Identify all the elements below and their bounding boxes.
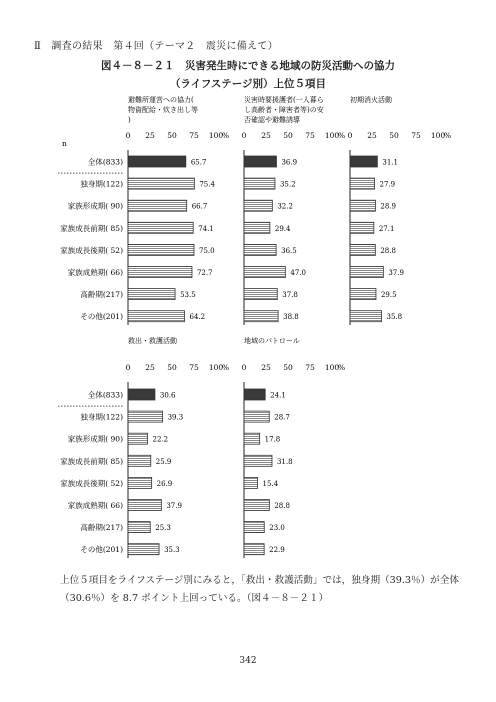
value-label: 37.9: [388, 269, 404, 277]
value-label: 22.2: [152, 435, 169, 444]
bar: [128, 500, 161, 511]
panel-label: 初期消火活動: [350, 96, 392, 104]
section-header: Ⅱ 調査の結果 第４回（テーマ２ 震災に備えて）: [34, 41, 278, 52]
axis-tick-label: 25: [367, 131, 377, 140]
bar: [244, 244, 276, 255]
bar: [128, 433, 148, 444]
value-label: 31.8: [276, 457, 293, 466]
axis-tick-label: 100: [324, 131, 340, 140]
category-label: 独身期(122): [80, 412, 123, 422]
value-label: 37.9: [166, 502, 182, 510]
bar: [128, 477, 152, 488]
total-bar: [128, 156, 186, 167]
panel-label: 救出・救護活動: [128, 337, 177, 345]
axis-tick-label: 50: [389, 131, 399, 140]
total-bar: [244, 389, 265, 400]
value-label: 28.8: [274, 502, 290, 510]
bar: [244, 311, 278, 322]
category-label: 家族成長後期( 52): [60, 245, 123, 255]
value-label: 35.3: [164, 546, 180, 555]
value-label: 25.9: [155, 457, 172, 466]
category-label: 家族成熟期( 66): [67, 501, 123, 510]
axis-tick-label: 75: [189, 363, 199, 372]
category-label: 家族成長後期( 52): [60, 478, 123, 488]
panel-label: 地域のパトロール: [244, 337, 300, 345]
axis-tick-label: 100: [430, 131, 446, 140]
panel-label: 災害時要援護者(一人暮らし高齢者・障害者等)の安否確認や避難誘導: [244, 96, 324, 124]
bar: [244, 455, 272, 466]
category-label: 家族成長前期( 85): [60, 456, 123, 466]
axis-unit-label: %: [222, 363, 230, 372]
bar: [244, 433, 260, 444]
bar: [350, 244, 375, 255]
axis-tick-label: 75: [189, 131, 199, 140]
total-bar: [244, 156, 276, 167]
summary-text: 上位５項目をライフステージ別にみると，「救出・救護活動」では，独身期（39.3％）が全体（30.6％）を 8.7 ポイント上回っている。（図４－８－２１）: [60, 575, 459, 604]
bar: [350, 222, 374, 233]
axis-tick-label: 75: [305, 131, 315, 140]
bar: [244, 267, 285, 278]
bar: [244, 544, 264, 555]
bar: [128, 289, 175, 300]
axis-unit-label: %: [444, 131, 452, 140]
value-label: 64.2: [189, 313, 206, 322]
axis-tick-label: 25: [261, 363, 271, 372]
axis-tick-label: 25: [261, 131, 271, 140]
axis-tick-label: 75: [305, 363, 315, 372]
bar: [244, 500, 269, 511]
figure-title: 図４－８－２１ 災害発生時にできる地域の防災活動への協力: [101, 60, 395, 72]
value-label: 28.9: [380, 202, 397, 211]
value-label: 17.8: [264, 435, 281, 444]
bar: [350, 267, 383, 278]
bar: [244, 411, 269, 422]
value-label: 36.9: [281, 158, 298, 167]
category-label: 独身期(122): [80, 179, 123, 189]
category-label: 高齢期(217): [80, 523, 123, 533]
page-number: 342: [239, 656, 257, 666]
axis-tick-label: 25: [145, 131, 155, 140]
bar: [128, 200, 187, 211]
value-label: 36.5: [281, 246, 297, 255]
axis-tick-label: 75: [411, 131, 421, 140]
value-label: 47.0: [290, 269, 306, 277]
bar: [244, 200, 272, 211]
category-label: その他(201): [80, 545, 123, 555]
value-label: 35.2: [279, 180, 296, 189]
value-label: 72.7: [196, 269, 213, 277]
bar: [244, 477, 258, 488]
bar: [128, 522, 150, 533]
value-label: 66.7: [191, 202, 208, 211]
value-label: 25.3: [155, 524, 171, 533]
axis-tick-label: 0: [241, 131, 247, 140]
value-label: 29.4: [274, 224, 291, 233]
axis-tick-label: 50: [283, 363, 293, 372]
value-label: 26.9: [156, 479, 173, 488]
figure-subtitle: （ライフステージ別）上位５項目: [169, 78, 327, 90]
value-label: 27.9: [379, 180, 396, 189]
total-bar: [128, 389, 155, 400]
axis-tick-label: 100: [324, 363, 340, 372]
axis-tick-label: 0: [125, 363, 131, 372]
value-label: 22.9: [269, 546, 285, 555]
value-label: 35.8: [386, 313, 403, 322]
axis-tick-label: 100: [208, 131, 224, 140]
value-label: 37.8: [282, 291, 298, 300]
axis-tick-label: 50: [167, 363, 177, 372]
category-label: 家族成熟期( 66): [67, 268, 123, 277]
axis-tick-label: 50: [283, 131, 293, 140]
bar: [350, 289, 376, 300]
bar: [128, 455, 151, 466]
axis-tick-label: 0: [347, 131, 353, 140]
value-label: 74.1: [198, 224, 214, 233]
category-label: 全体(833): [87, 390, 123, 400]
bar: [128, 411, 163, 422]
category-label: 全体(833): [87, 157, 123, 167]
axis-unit-label: %: [338, 363, 346, 372]
axis-tick-label: 0: [241, 363, 247, 372]
value-label: 38.8: [283, 313, 299, 322]
value-label: 30.6: [159, 391, 176, 400]
value-label: 39.3: [167, 413, 184, 422]
axis-tick-label: 50: [167, 131, 177, 140]
bar: [128, 178, 194, 189]
bar: [128, 311, 184, 322]
value-label: 31.1: [382, 158, 398, 167]
n-label: n: [62, 139, 67, 148]
axis-tick-label: 0: [125, 131, 131, 140]
bar: [128, 222, 193, 233]
axis-unit-label: %: [338, 131, 346, 140]
bar: [244, 222, 270, 233]
axis-unit-label: %: [222, 131, 230, 140]
bar: [350, 311, 382, 322]
total-bar: [350, 156, 377, 167]
bar: [244, 178, 275, 189]
value-label: 23.0: [269, 524, 285, 533]
value-label: 15.4: [262, 479, 279, 488]
category-label: 高齢期(217): [80, 290, 123, 300]
category-label: 家族形成期( 90): [67, 434, 123, 444]
value-label: 28.7: [274, 413, 290, 422]
bar: [350, 200, 375, 211]
value-label: 75.4: [199, 180, 215, 189]
value-label: 53.5: [180, 291, 196, 300]
value-label: 65.7: [190, 158, 207, 167]
value-label: 27.1: [378, 224, 395, 233]
value-label: 75.0: [199, 246, 215, 255]
axis-tick-label: 25: [145, 363, 155, 372]
category-label: 家族成長前期( 85): [60, 223, 123, 233]
category-label: 家族形成期( 90): [67, 201, 123, 211]
value-label: 32.2: [277, 202, 293, 211]
value-label: 24.1: [270, 391, 286, 400]
panel-label: 避難所運営への協力(物資配給・炊き出し等): [128, 96, 198, 124]
category-label: その他(201): [80, 312, 123, 322]
bar: [244, 289, 277, 300]
value-label: 29.5: [380, 291, 397, 300]
bar: [350, 178, 375, 189]
bar: [128, 544, 159, 555]
value-label: 28.8: [380, 246, 396, 255]
bar: [128, 267, 192, 278]
bar: [128, 244, 194, 255]
bar: [244, 522, 264, 533]
axis-tick-label: 100: [208, 363, 224, 372]
